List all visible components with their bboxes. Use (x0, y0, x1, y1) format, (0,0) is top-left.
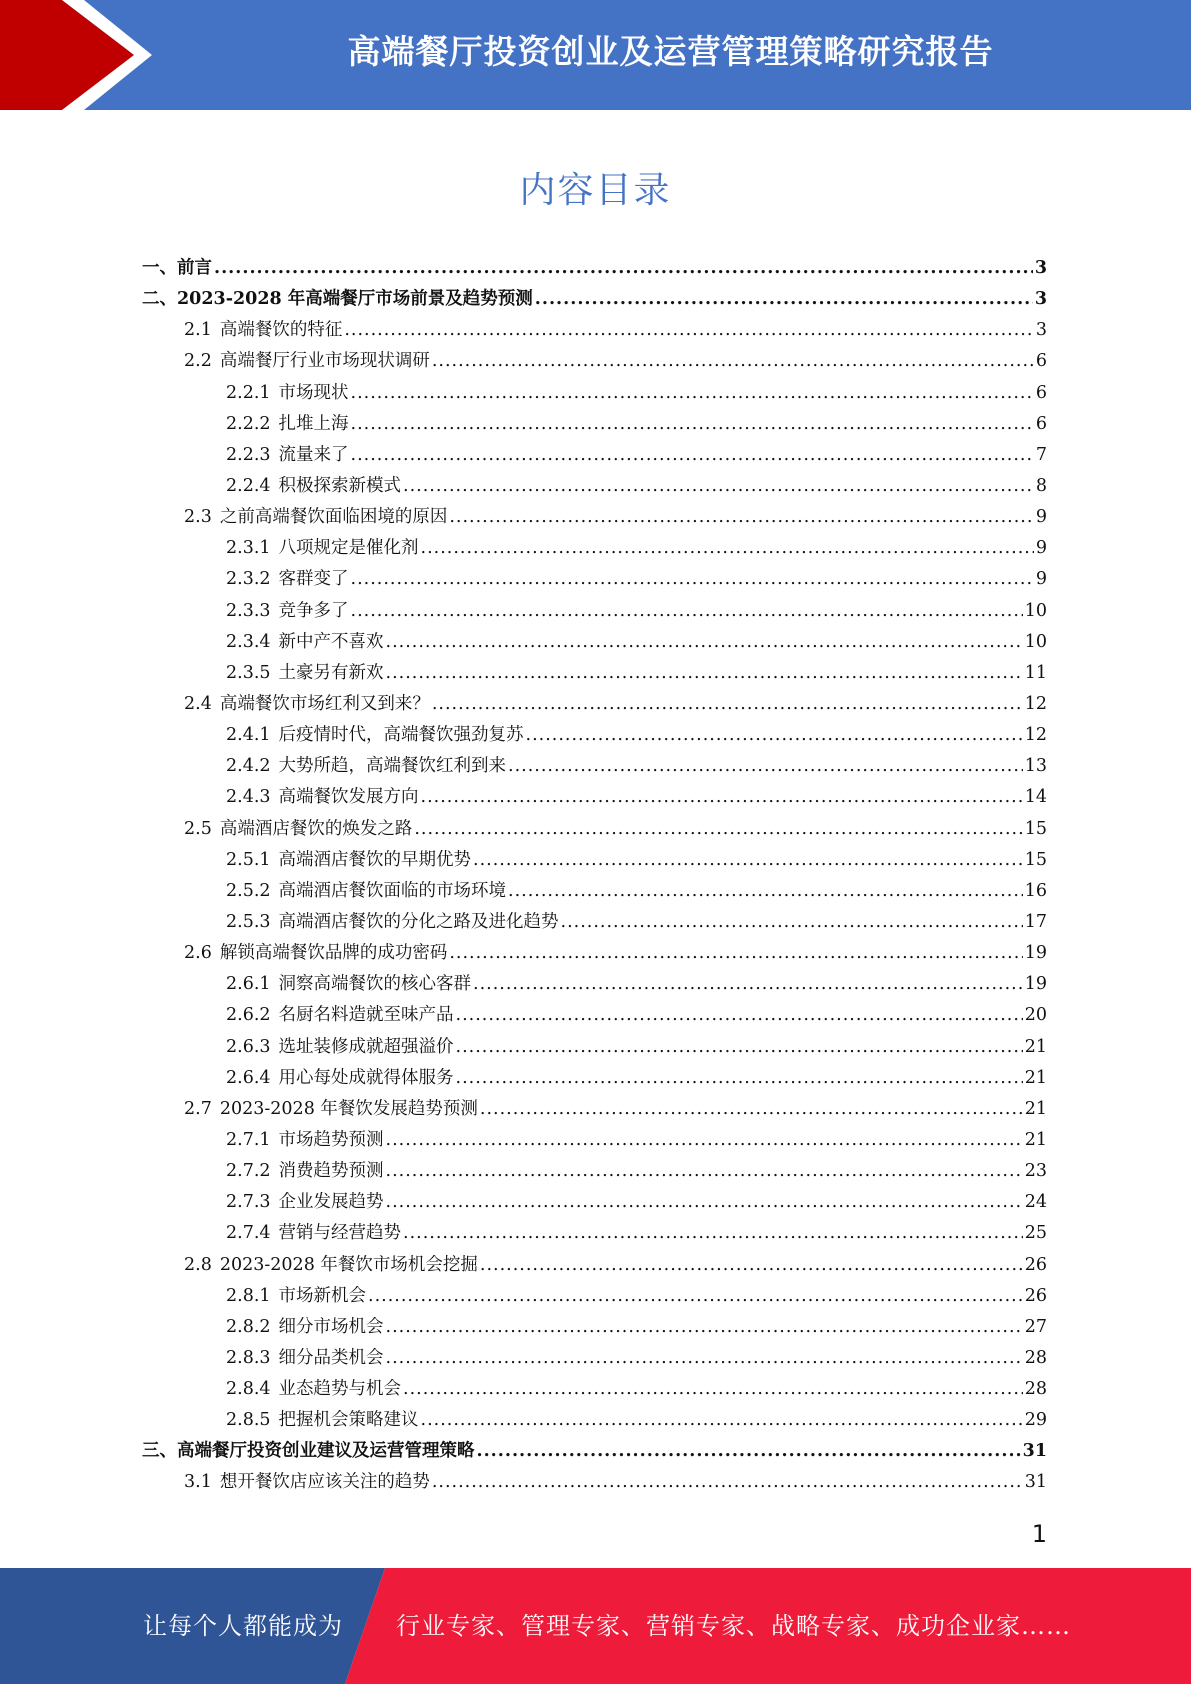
toc-entry-page: 24 (1024, 1192, 1047, 1213)
toc-entry-page: 9 (1035, 569, 1047, 590)
toc-entry[interactable] (142, 254, 1047, 285)
toc-entry-title: 扎堆上海 (278, 413, 349, 434)
toc-entry-number: 二、 (142, 289, 177, 310)
toc-entry[interactable] (142, 939, 1047, 970)
toc-leader-dots (386, 1192, 1023, 1212)
toc-leader-dots (344, 320, 1034, 340)
toc-entry-title: 土豪另有新欢 (278, 662, 384, 683)
toc-entry-title: 选址装修成就超强溢价 (278, 1036, 454, 1057)
toc-leader-dots (449, 507, 1034, 527)
toc-entry-title: 细分品类机会 (278, 1347, 384, 1368)
toc-entry-page: 15 (1024, 818, 1047, 839)
toc-entry-title: 后疫情时代，高端餐饮强劲复苏 (278, 725, 524, 746)
toc-entry-page: 14 (1024, 787, 1047, 808)
toc-entry-page: 12 (1024, 725, 1047, 746)
toc-entry-number: 2.3.3 (226, 600, 271, 621)
toc-entry[interactable] (142, 752, 1047, 783)
toc-leader-dots (351, 569, 1034, 589)
toc-entry-title: 高端餐饮发展方向 (278, 787, 419, 808)
toc-entry-number: 2.6.1 (226, 974, 271, 995)
toc-entry[interactable] (142, 783, 1047, 814)
toc-entry-page: 6 (1035, 382, 1047, 403)
toc-entry-page: 21 (1024, 1098, 1047, 1119)
toc-entry-page: 12 (1024, 693, 1047, 714)
toc-leader-dots (508, 756, 1023, 776)
toc-entry-title: 业态趋势与机会 (278, 1379, 402, 1400)
toc-entry-page: 28 (1024, 1379, 1047, 1400)
toc-entry-number: 2.3.5 (226, 662, 271, 683)
header-arrow-decoration (0, 0, 160, 110)
toc-entry[interactable] (142, 846, 1047, 877)
toc-entry-title: 2023-2028 年餐饮市场机会挖掘 (219, 1254, 478, 1275)
toc-leader-dots (432, 351, 1034, 371)
toc-entry-number: 2.6.3 (226, 1036, 271, 1057)
toc-entry-title: 企业发展趋势 (278, 1192, 384, 1213)
toc-entry-page: 21 (1024, 1129, 1047, 1150)
toc-leader-dots (473, 974, 1023, 994)
toc-entry[interactable] (142, 690, 1047, 721)
toc-entry[interactable] (142, 970, 1047, 1001)
toc-entry-number: 2.1 (184, 320, 212, 341)
toc-entry-number: 2.3 (184, 507, 212, 528)
toc-leader-dots (456, 1037, 1023, 1057)
toc-leader-dots (214, 258, 1033, 278)
toc-entry-number: 3.1 (184, 1472, 212, 1493)
toc-entry-number: 2.6 (184, 943, 212, 964)
toc-entry-number: 2.8.3 (226, 1347, 271, 1368)
toc-entry-number: 2.4.3 (226, 787, 271, 808)
toc-leader-dots (473, 850, 1023, 870)
toc-entry[interactable] (142, 1437, 1047, 1468)
toc-entry[interactable] (142, 721, 1047, 752)
toc-entry-number: 2.3.1 (226, 538, 271, 559)
toc-entry-number: 2.6.2 (226, 1005, 271, 1026)
toc-entry-page: 19 (1024, 943, 1047, 964)
toc-entry[interactable] (142, 628, 1047, 659)
toc-leader-dots (414, 819, 1022, 839)
toc-entry-page: 11 (1024, 662, 1047, 683)
toc-leader-dots (351, 601, 1023, 621)
toc-leader-dots (480, 1255, 1023, 1275)
toc-entry-number: 2.5.1 (226, 849, 271, 870)
footer-band (0, 1568, 1191, 1684)
toc-leader-dots (421, 1410, 1023, 1430)
toc-entry-number: 2.8.5 (226, 1410, 271, 1431)
toc-entry-title: 之前高端餐饮面临困境的原因 (219, 507, 448, 528)
toc-entry-page: 6 (1035, 351, 1047, 372)
toc-entry[interactable] (142, 565, 1047, 596)
toc-leader-dots (386, 1348, 1023, 1368)
toc-entry-page: 21 (1024, 1036, 1047, 1057)
toc-entry-number: 2.8.2 (226, 1316, 271, 1337)
toc-leader-dots (432, 694, 1023, 714)
toc-leader-dots (386, 632, 1023, 652)
toc-entry-number: 2.7.1 (226, 1129, 271, 1150)
toc-entry-number: 三、 (142, 1441, 177, 1462)
toc-entry-page: 3 (1034, 289, 1047, 310)
toc-entry-page: 21 (1024, 1067, 1047, 1088)
toc-entry-page: 8 (1035, 475, 1047, 496)
toc-leader-dots (477, 1441, 1021, 1461)
toc-entry-number: 2.2.3 (226, 444, 271, 465)
toc-entry-title: 高端酒店餐饮的分化之路及进化趋势 (278, 911, 559, 932)
toc-entry[interactable] (142, 597, 1047, 628)
toc-entry-title: 消费趋势预测 (278, 1161, 384, 1182)
toc-leader-dots (386, 1130, 1023, 1150)
toc-leader-dots (432, 1472, 1023, 1492)
toc-leader-dots (535, 289, 1033, 309)
toc-entry-page: 13 (1024, 756, 1047, 777)
toc-entry-title: 2023-2028 年餐饮发展趋势预测 (219, 1098, 478, 1119)
report-title: 高端餐厅投资创业及运营管理策略研究报告 (347, 32, 994, 71)
toc-entry-title: 洞察高端餐饮的核心客群 (278, 974, 472, 995)
toc-entry[interactable] (142, 1064, 1047, 1095)
toc-entry-title: 积极探索新模式 (278, 475, 402, 496)
toc-entry[interactable] (142, 347, 1047, 378)
toc-leader-dots (386, 663, 1023, 683)
toc-entry-title: 前言 (177, 258, 212, 278)
toc-entry[interactable] (142, 1313, 1047, 1344)
toc-entry-number: 2.2 (184, 351, 212, 372)
toc-entry-number: 2.7.4 (226, 1223, 271, 1244)
toc-entry-number: 2.2.4 (226, 475, 271, 496)
toc-entry[interactable] (142, 472, 1047, 503)
toc-entry-page: 3 (1034, 258, 1047, 278)
toc-entry-page: 31 (1022, 1441, 1047, 1462)
toc-entry-page: 27 (1024, 1316, 1047, 1337)
footer-slogan-left: 让每个人都能成为 (143, 1612, 343, 1640)
toc-entry-title: 高端餐厅行业市场现状调研 (219, 351, 430, 372)
toc-entry-number: 2.7.2 (226, 1161, 271, 1182)
toc-entry-number: 2.4.1 (226, 725, 271, 746)
toc-entry[interactable] (142, 1001, 1047, 1032)
toc-leader-dots (421, 787, 1023, 807)
toc-entry-title: 想开餐饮店应该关注的趋势 (219, 1472, 430, 1493)
toc-entry-number: 2.8.1 (226, 1285, 271, 1306)
toc-entry-title: 名厨名料造就至味产品 (278, 1005, 454, 1026)
toc-entry-title: 用心每处成就得体服务 (278, 1067, 454, 1088)
toc-entry-page: 16 (1024, 880, 1047, 901)
toc-entry-page: 10 (1024, 631, 1047, 652)
toc-entry-page: 7 (1035, 444, 1047, 465)
toc-entry[interactable] (142, 908, 1047, 939)
toc-entry[interactable] (142, 815, 1047, 846)
toc-entry-page: 15 (1024, 849, 1047, 870)
toc-entry-number: 2.7.3 (226, 1192, 271, 1213)
toc-entry-number: 2.5.2 (226, 880, 271, 901)
toc-leader-dots (526, 725, 1023, 745)
toc-entry[interactable] (142, 1344, 1047, 1375)
toc-entry[interactable] (142, 1188, 1047, 1219)
toc-leader-dots (403, 1223, 1023, 1243)
toc-entry-title: 高端酒店餐饮面临的市场环境 (278, 880, 507, 901)
toc-entry[interactable] (142, 1375, 1047, 1406)
table-of-contents (142, 254, 1047, 1500)
toc-entry-title: 把握机会策略建议 (278, 1410, 419, 1431)
toc-leader-dots (351, 414, 1034, 434)
toc-entry-number: 2.2.1 (226, 382, 271, 403)
toc-leader-dots (456, 1005, 1023, 1025)
toc-entry-number: 一、 (142, 258, 177, 278)
toc-entry-title: 八项规定是催化剂 (278, 538, 419, 559)
toc-entry-page: 9 (1035, 538, 1047, 559)
toc-entry-title: 解锁高端餐饮品牌的成功密码 (219, 943, 448, 964)
toc-entry-page: 31 (1024, 1472, 1047, 1493)
toc-entry-title: 高端餐饮市场红利又到来？ (219, 693, 430, 714)
toc-entry[interactable] (142, 534, 1047, 565)
toc-entry-number: 2.8.4 (226, 1379, 271, 1400)
toc-leader-dots (421, 538, 1034, 558)
toc-entry[interactable] (142, 1033, 1047, 1064)
toc-entry-title: 高端餐厅投资创业建议及运营管理策略 (177, 1441, 475, 1462)
toc-entry-title: 竞争多了 (278, 600, 349, 621)
toc-entry-page: 23 (1024, 1161, 1047, 1182)
toc-entry[interactable] (142, 410, 1047, 441)
toc-entry[interactable] (142, 1126, 1047, 1157)
toc-entry[interactable] (142, 1282, 1047, 1313)
page-number: 1 (1031, 1520, 1047, 1548)
toc-leader-dots (351, 383, 1034, 403)
toc-entry-number: 2.3.2 (226, 569, 271, 590)
toc-entry-page: 17 (1024, 911, 1047, 932)
toc-leader-dots (368, 1286, 1023, 1306)
footer-slogan-right: 行业专家、管理专家、营销专家、战略专家、成功企业家…… (396, 1612, 1071, 1640)
toc-entry-number: 2.5 (184, 818, 212, 839)
toc-entry[interactable] (142, 285, 1047, 316)
toc-entry-number: 2.4 (184, 693, 212, 714)
toc-entry-page: 26 (1024, 1285, 1047, 1306)
toc-entry-page: 10 (1024, 600, 1047, 621)
toc-entry-title: 2023-2028 年高端餐厅市场前景及趋势预测 (177, 289, 533, 310)
toc-entry-number: 2.2.2 (226, 413, 271, 434)
toc-entry-title: 市场新机会 (278, 1285, 367, 1306)
toc-entry-title: 细分市场机会 (278, 1316, 384, 1337)
toc-entry[interactable] (142, 1095, 1047, 1126)
toc-entry-number: 2.8 (184, 1254, 212, 1275)
toc-entry-title: 大势所趋，高端餐饮红利到来 (278, 756, 507, 777)
toc-entry-title: 高端酒店餐饮的早期优势 (278, 849, 472, 870)
toc-entry[interactable] (142, 1468, 1047, 1499)
toc-entry-title: 新中产不喜欢 (278, 631, 384, 652)
toc-entry-title: 市场现状 (278, 382, 349, 403)
toc-entry[interactable] (142, 1157, 1047, 1188)
toc-leader-dots (403, 1379, 1023, 1399)
toc-leader-dots (403, 476, 1034, 496)
toc-entry-number: 2.4.2 (226, 756, 271, 777)
toc-leader-dots (480, 1099, 1023, 1119)
toc-entry-number: 2.5.3 (226, 911, 271, 932)
toc-entry-number: 2.6.4 (226, 1067, 271, 1088)
toc-entry-page: 25 (1024, 1223, 1047, 1244)
toc-entry-page: 3 (1035, 320, 1047, 341)
toc-leader-dots (508, 881, 1023, 901)
toc-entry-page: 20 (1024, 1005, 1047, 1026)
toc-leader-dots (561, 912, 1023, 932)
toc-entry-page: 26 (1024, 1254, 1047, 1275)
toc-entry-number: 2.7 (184, 1098, 212, 1119)
toc-entry[interactable] (142, 316, 1047, 347)
toc-leader-dots (386, 1161, 1023, 1181)
toc-entry-title: 客群变了 (278, 569, 349, 590)
toc-entry-title: 高端酒店餐饮的焕发之路 (219, 818, 413, 839)
toc-leader-dots (449, 943, 1022, 963)
toc-entry-page: 28 (1024, 1347, 1047, 1368)
toc-entry[interactable] (142, 877, 1047, 908)
toc-entry[interactable] (142, 1251, 1047, 1282)
toc-entry-page: 29 (1024, 1410, 1047, 1431)
toc-entry[interactable] (142, 503, 1047, 534)
toc-entry-title: 市场趋势预测 (278, 1129, 384, 1150)
toc-entry[interactable] (142, 441, 1047, 472)
toc-entry-title: 营销与经营趋势 (278, 1223, 402, 1244)
toc-entry-page: 6 (1035, 413, 1047, 434)
toc-entry-page: 19 (1024, 974, 1047, 995)
toc-entry[interactable] (142, 659, 1047, 690)
toc-title: 内容目录 (519, 170, 672, 211)
toc-leader-dots (351, 445, 1034, 465)
toc-entry[interactable] (142, 1219, 1047, 1250)
toc-leader-dots (386, 1317, 1023, 1337)
toc-entry-title: 高端餐饮的特征 (219, 320, 343, 341)
header-band (0, 0, 1191, 110)
toc-entry[interactable] (142, 379, 1047, 410)
toc-entry-title: 流量来了 (278, 444, 349, 465)
toc-entry-number: 2.3.4 (226, 631, 271, 652)
toc-leader-dots (456, 1068, 1023, 1088)
toc-entry-page: 9 (1035, 507, 1047, 528)
toc-entry[interactable] (142, 1406, 1047, 1437)
